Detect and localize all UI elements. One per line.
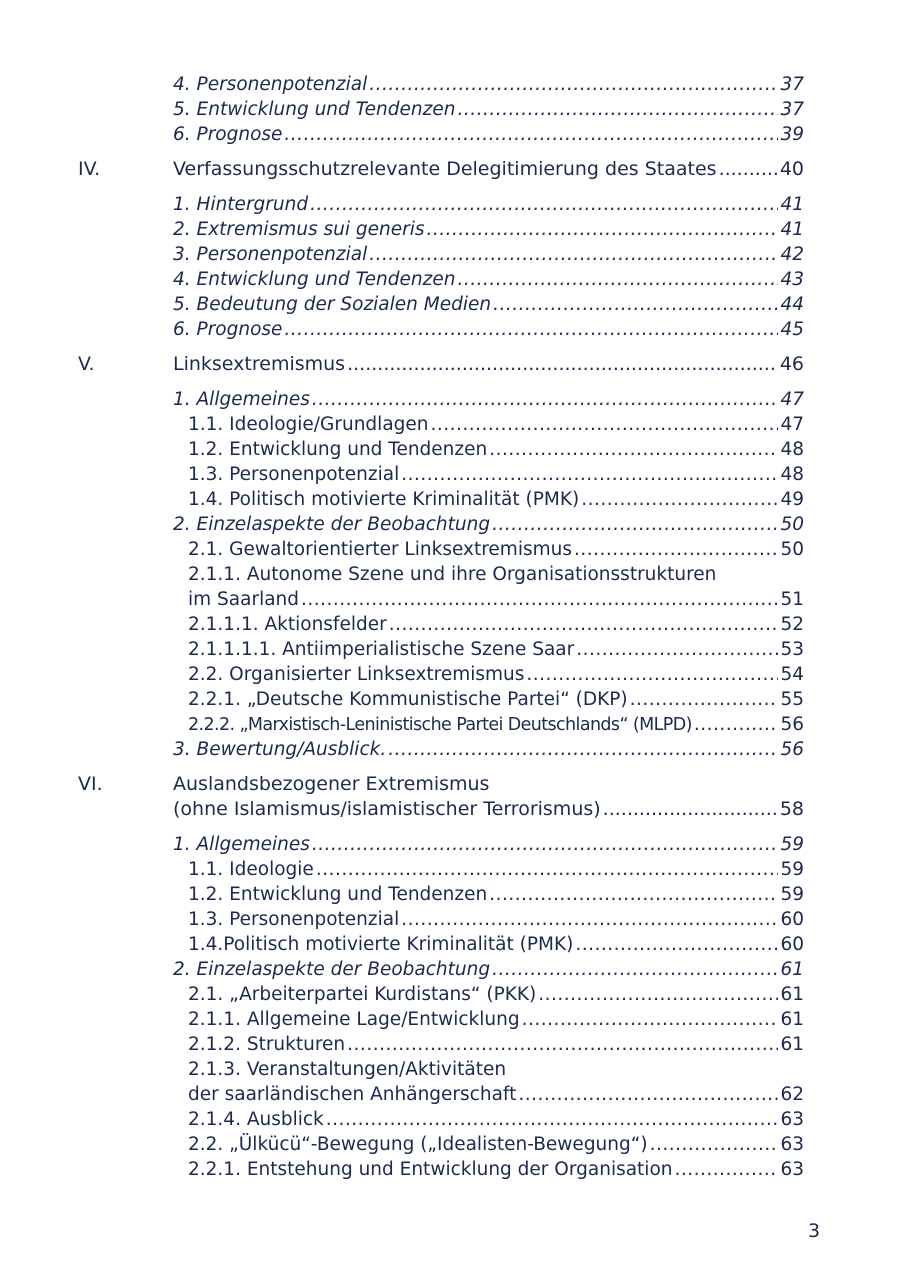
entry-page: 45 <box>780 319 804 340</box>
toc-section-heading[interactable] <box>0 157 900 182</box>
toc-entry[interactable] <box>0 612 900 637</box>
section-page: 46 <box>779 353 804 375</box>
entry-title-line: 2.1.1. Autonome Szene und ihre Organisationsstrukturen <box>188 564 717 585</box>
dot-leader <box>603 797 778 822</box>
dot-leader <box>389 612 779 637</box>
entry-page: 56 <box>780 739 804 760</box>
dot-leader <box>538 982 778 1007</box>
entry-title: 2.1.4. Ausblick <box>188 1109 324 1130</box>
entry-title: 1.2. Entwicklung und Tendenzen <box>188 884 488 905</box>
toc-entry[interactable] <box>0 97 900 122</box>
entry-page: 50 <box>780 514 804 535</box>
dot-leader <box>574 537 778 562</box>
toc-entry[interactable] <box>0 832 900 857</box>
table-of-contents <box>0 72 900 1182</box>
entry-page: 37 <box>780 74 804 95</box>
entry-title: 1.4.Politisch motivierte Kriminalität (PMK) <box>188 934 574 955</box>
toc-section-heading[interactable] <box>0 772 900 822</box>
entry-page: 63 <box>780 1134 804 1155</box>
dot-leader <box>522 1007 779 1032</box>
entry-title: 1.3. Personenpotenzial <box>188 464 400 485</box>
toc-entry[interactable] <box>0 217 900 242</box>
entry-title: 2.2. „Ülkücü“-Bewegung („Idealisten-Bewegung“) <box>188 1134 648 1155</box>
entry-page: 50 <box>780 539 804 560</box>
dot-leader <box>581 487 778 512</box>
entry-page: 42 <box>780 244 804 265</box>
entry-page: 55 <box>780 689 804 710</box>
entry-page: 59 <box>780 859 804 880</box>
dot-leader <box>489 437 778 462</box>
entry-page: 43 <box>780 269 804 290</box>
entry-page: 37 <box>780 99 804 120</box>
dot-leader <box>493 292 778 317</box>
section-title: Linksextremismus <box>173 353 346 375</box>
toc-entry-wrap <box>0 562 900 587</box>
toc-entry[interactable] <box>0 122 900 147</box>
entry-title: 1.1. Ideologie <box>188 859 314 880</box>
entry-page: 53 <box>780 639 804 660</box>
toc-entry[interactable] <box>0 882 900 907</box>
entry-page: 59 <box>780 834 804 855</box>
toc-entry[interactable] <box>0 72 900 97</box>
toc-entry[interactable] <box>0 587 900 612</box>
dot-leader <box>284 122 778 147</box>
dot-leader <box>369 242 778 267</box>
entry-title: 2.1.1.1. Aktionsfelder <box>188 614 387 635</box>
dot-leader <box>431 412 779 437</box>
entry-title: 2.2.2. „Marxistisch-Leninistische Partei Deutschlands“ (MLPD) <box>188 715 692 735</box>
dot-leader <box>301 587 778 612</box>
entry-title: 2.2. Organisierter Linksextremismus <box>188 664 525 685</box>
toc-entry[interactable] <box>0 292 900 317</box>
toc-entry-wrap <box>0 1057 900 1082</box>
entry-page: 61 <box>780 984 804 1005</box>
entry-page: 61 <box>780 959 804 980</box>
dot-leader <box>575 932 778 957</box>
dot-leader <box>694 712 779 737</box>
toc-entry[interactable] <box>0 537 900 562</box>
toc-section-heading[interactable] <box>0 352 900 377</box>
entry-page: 51 <box>780 589 804 610</box>
toc-entry[interactable] <box>0 512 900 537</box>
entry-page: 59 <box>780 884 804 905</box>
toc-entry[interactable] <box>0 662 900 687</box>
toc-entry[interactable] <box>0 242 900 267</box>
entry-page: 41 <box>780 194 804 215</box>
dot-leader <box>630 687 779 712</box>
toc-entry[interactable] <box>0 1007 900 1032</box>
toc-entry[interactable] <box>0 932 900 957</box>
entry-title: 2.1.2. Strukturen <box>188 1034 346 1055</box>
dot-leader <box>316 857 779 882</box>
toc-entry[interactable] <box>0 267 900 292</box>
toc-entry[interactable] <box>0 712 900 737</box>
entry-page: 63 <box>780 1109 804 1130</box>
dot-leader <box>719 157 778 182</box>
dot-leader <box>347 1032 778 1057</box>
entry-title: 5. Entwicklung und Tendenzen <box>173 99 456 120</box>
toc-entry[interactable] <box>0 857 900 882</box>
entry-page: 48 <box>780 439 804 460</box>
toc-entry[interactable] <box>0 1032 900 1057</box>
dot-leader <box>369 72 778 97</box>
toc-entry[interactable] <box>0 317 900 342</box>
entry-title: 2.2.1. Entstehung und Entwicklung der Organisation <box>188 1159 673 1180</box>
entry-title: der saarländischen Anhängerschaft <box>188 1084 517 1105</box>
entry-page: 41 <box>780 219 804 240</box>
entry-title: 5. Bedeutung der Sozialen Medien <box>173 294 492 315</box>
entry-title: 1. Allgemeines <box>173 834 310 855</box>
entry-page: 62 <box>780 1084 804 1105</box>
section-title-line: Auslandsbezogener Extremismus <box>173 773 490 795</box>
entry-title: 6. Prognose <box>173 124 283 145</box>
toc-entry[interactable] <box>0 982 900 1007</box>
entry-title: 2. Einzelaspekte der Beobachtung <box>173 514 491 535</box>
toc-entry[interactable] <box>0 687 900 712</box>
entry-page: 44 <box>780 294 804 315</box>
entry-title: 2.1. „Arbeiterpartei Kurdistans“ (PKK) <box>188 984 537 1005</box>
entry-page: 47 <box>780 414 804 435</box>
toc-entry[interactable] <box>0 1082 900 1107</box>
section-number: VI. <box>78 773 103 795</box>
toc-entry[interactable] <box>0 412 900 437</box>
toc-entry[interactable] <box>0 192 900 217</box>
dot-leader <box>650 1132 779 1157</box>
dot-leader <box>576 637 778 662</box>
dot-leader <box>310 192 778 217</box>
toc-entry[interactable] <box>0 462 900 487</box>
section-title: Verfassungsschutzrelevante Delegitimierung des Staates <box>173 158 717 180</box>
entry-page: 54 <box>780 664 804 685</box>
dot-leader <box>457 267 778 292</box>
entry-title: 2.2.1. „Deutsche Kommunistische Partei“ (DKP) <box>188 689 628 710</box>
entry-title: im Saarland <box>188 589 300 610</box>
entry-title: 1.4. Politisch motivierte Kriminalität (PMK) <box>188 489 580 510</box>
dot-leader <box>312 387 779 412</box>
entry-title: 4. Personenpotenzial <box>173 74 368 95</box>
toc-entry[interactable] <box>0 1157 900 1182</box>
entry-page: 60 <box>780 909 804 930</box>
section-title: (ohne Islamismus/islamistischer Terrorismus) <box>173 798 601 820</box>
dot-leader <box>492 512 778 537</box>
entry-title: 3. Bewertung/Ausblick. <box>173 739 387 760</box>
entry-title: 2.1. Gewaltorientierter Linksextremismus <box>188 539 572 560</box>
section-number: IV. <box>78 158 101 180</box>
entry-page: 48 <box>780 464 804 485</box>
dot-leader <box>347 352 778 377</box>
dot-leader <box>526 662 778 687</box>
entry-title: 1.3. Personenpotenzial <box>188 909 400 930</box>
dot-leader <box>388 737 778 762</box>
toc-entry[interactable] <box>0 1107 900 1132</box>
entry-title: 1.1. Ideologie/Grundlagen <box>188 414 429 435</box>
entry-title: 2.1.1. Allgemeine Lage/Entwicklung <box>188 1009 520 1030</box>
toc-entry[interactable] <box>0 1132 900 1157</box>
entry-title: 1.2. Entwicklung und Tendenzen <box>188 439 488 460</box>
entry-page: 60 <box>780 934 804 955</box>
entry-title: 6. Prognose <box>173 319 283 340</box>
dot-leader <box>675 1157 779 1182</box>
toc-entry[interactable] <box>0 907 900 932</box>
dot-leader <box>312 832 779 857</box>
entry-page: 56 <box>780 714 804 735</box>
toc-entry[interactable] <box>0 737 900 762</box>
entry-page: 49 <box>780 489 804 510</box>
entry-page: 47 <box>780 389 804 410</box>
dot-leader <box>426 217 778 242</box>
section-page: 40 <box>779 158 804 180</box>
entry-page: 39 <box>780 124 804 145</box>
section-number: V. <box>78 353 95 375</box>
entry-page: 63 <box>780 1159 804 1180</box>
entry-page: 52 <box>780 614 804 635</box>
entry-title: 2. Extremismus sui generis <box>173 219 425 240</box>
entry-title: 1. Allgemeines <box>173 389 310 410</box>
dot-leader <box>326 1107 779 1132</box>
entry-title: 3. Personenpotenzial <box>173 244 368 265</box>
entry-page: 61 <box>780 1009 804 1030</box>
entry-title: 2.1.1.1.1. Antiimperialistische Szene Saar <box>188 639 575 660</box>
toc-entry[interactable] <box>0 437 900 462</box>
dot-leader <box>492 957 778 982</box>
dot-leader <box>518 1082 778 1107</box>
entry-title: 1. Hintergrund <box>173 194 309 215</box>
toc-entry[interactable] <box>0 957 900 982</box>
entry-title-line: 2.1.3. Veranstaltungen/Aktivitäten <box>188 1059 507 1080</box>
entry-page: 61 <box>780 1034 804 1055</box>
entry-title: 2. Einzelaspekte der Beobachtung <box>173 959 491 980</box>
toc-entry[interactable] <box>0 487 900 512</box>
page-number: 3 <box>808 1220 821 1242</box>
dot-leader <box>457 97 778 122</box>
dot-leader <box>401 907 778 932</box>
section-page: 58 <box>779 798 804 820</box>
toc-entry[interactable] <box>0 637 900 662</box>
dot-leader <box>401 462 778 487</box>
dot-leader <box>284 317 778 342</box>
dot-leader <box>489 882 778 907</box>
toc-entry[interactable] <box>0 387 900 412</box>
entry-title: 4. Entwicklung und Tendenzen <box>173 269 456 290</box>
